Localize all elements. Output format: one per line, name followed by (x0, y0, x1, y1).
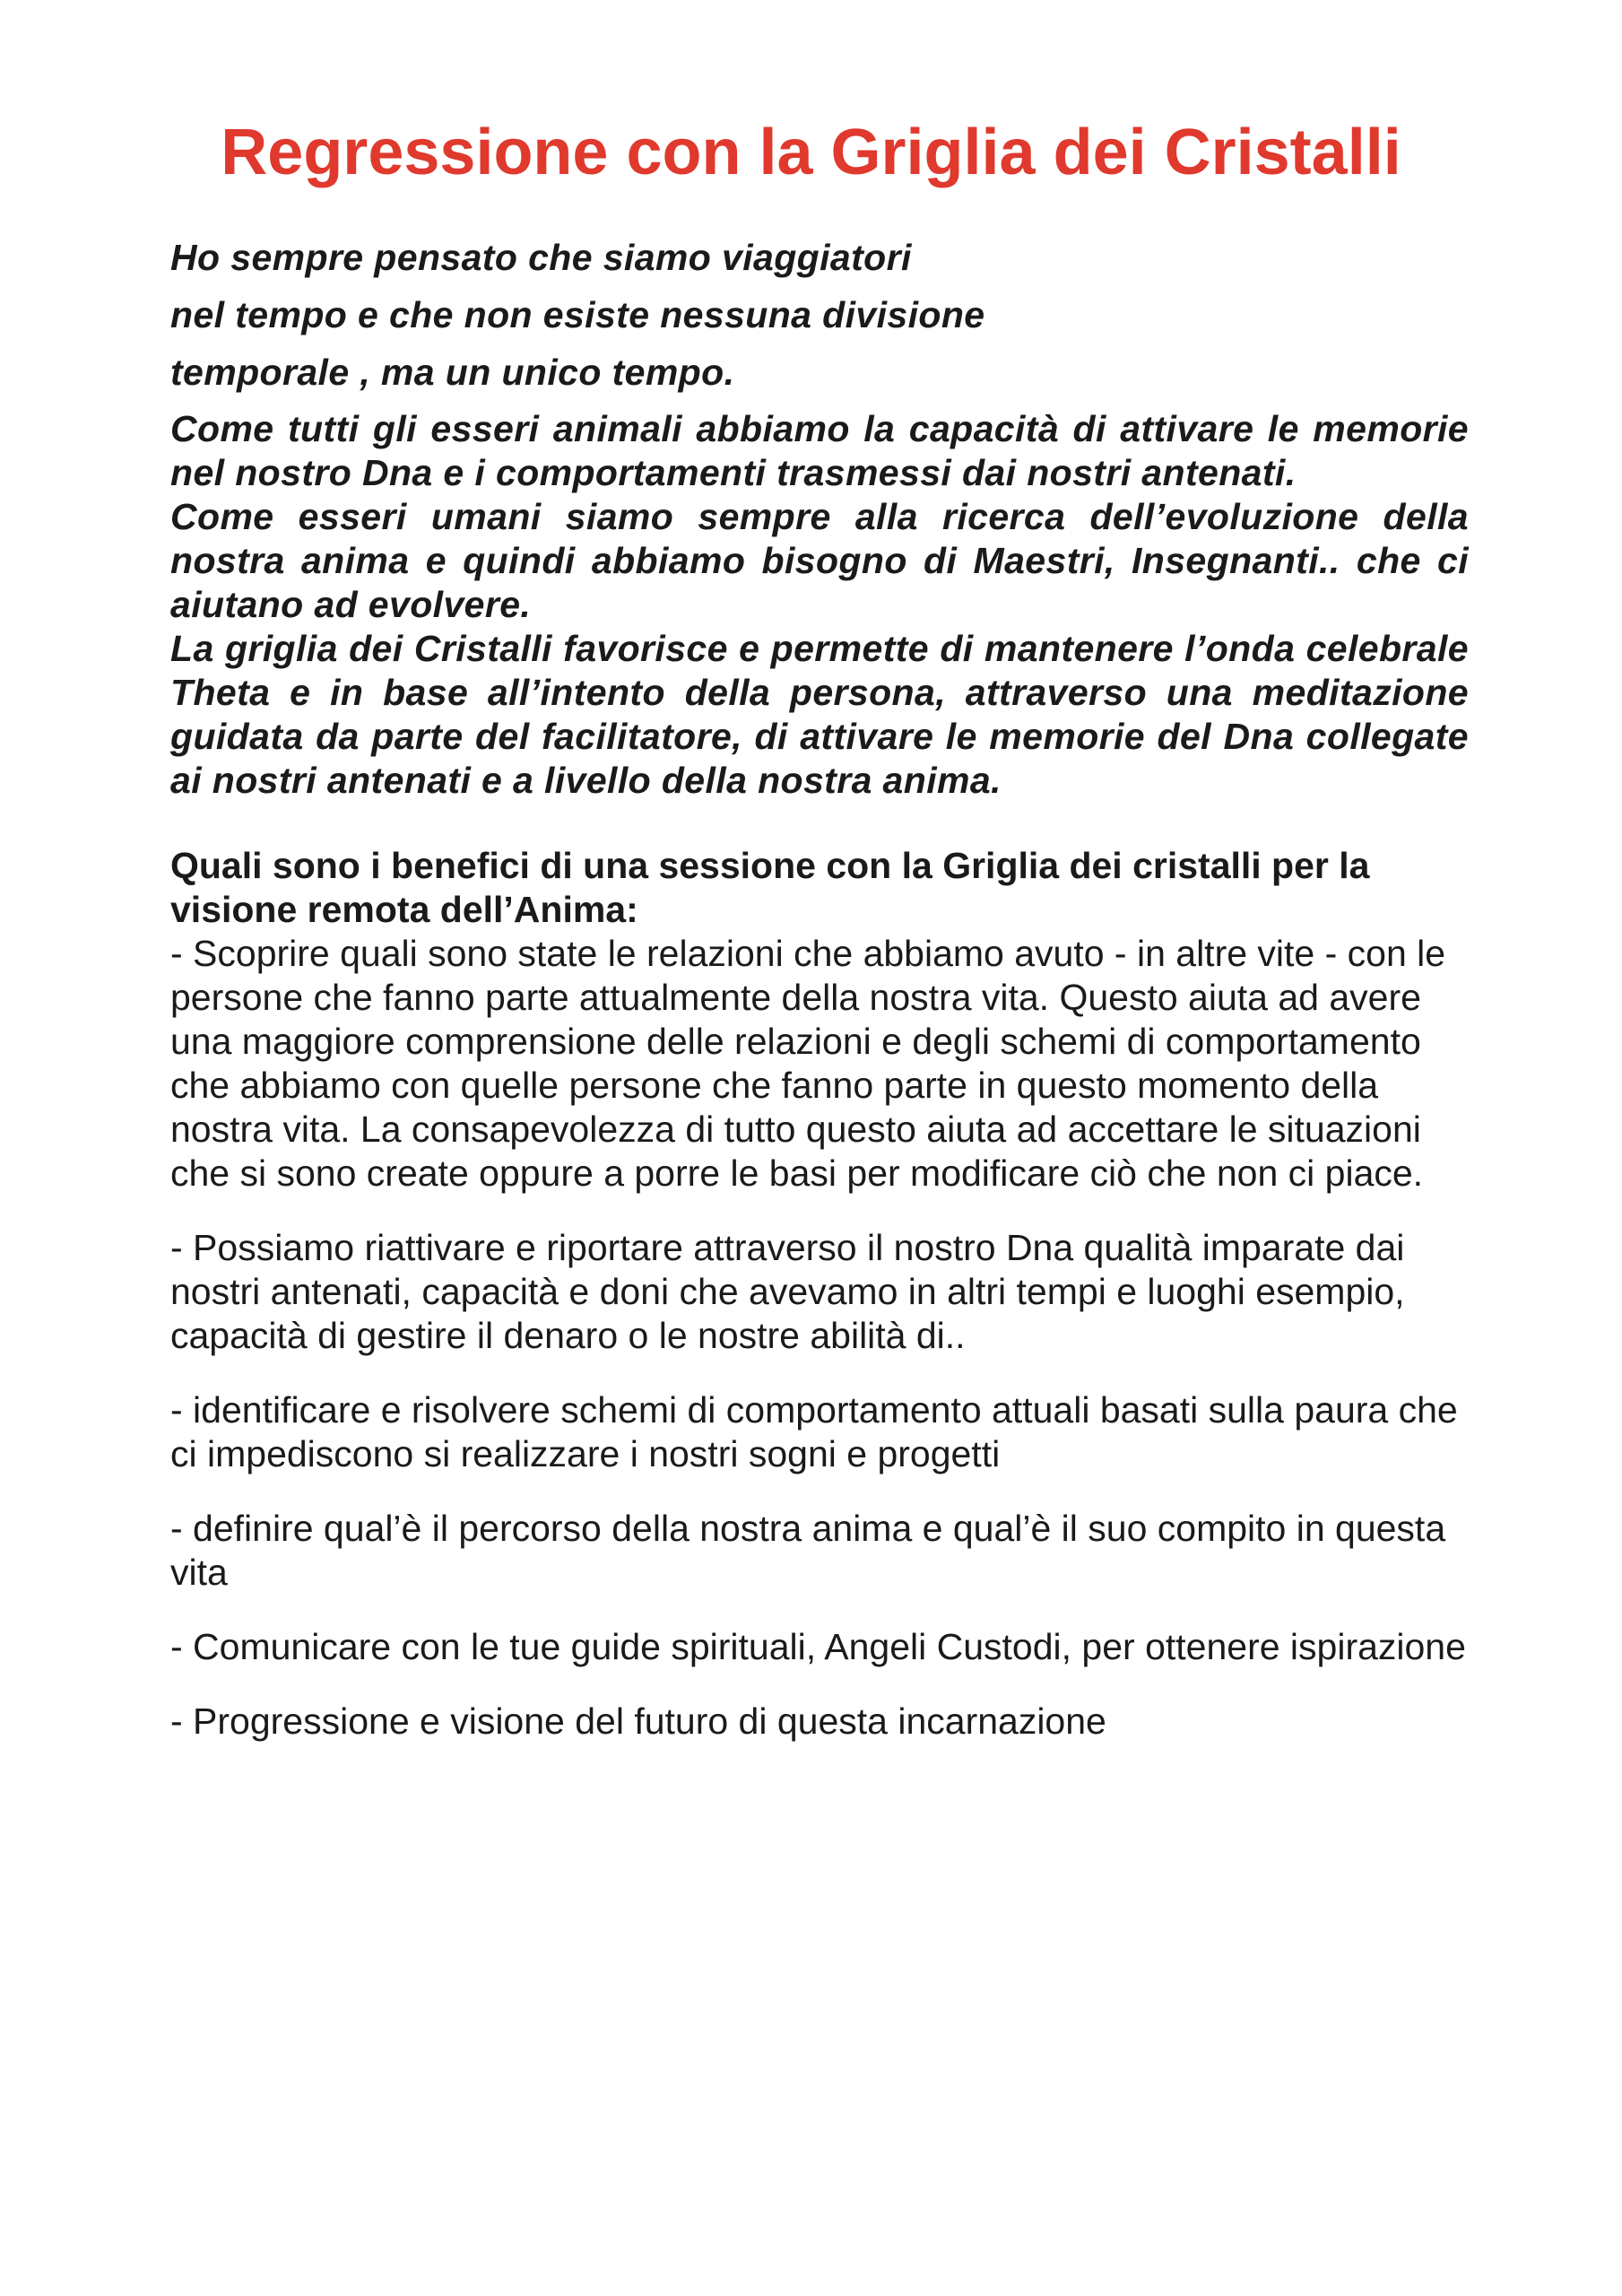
benefit-item: - Scoprire quali sono state le relazioni che abbiamo avuto - in altre vite - con le persone che fanno parte attualmente della nostra vita. Questo aiuta ad avere una maggiore comprensione delle relazioni e degli schemi di comportamento che abbiamo con quelle persone che fanno parte in questo momento della nostra vita. La consapevolezza di tutto questo aiuta ad accettare le situazioni che si sono create oppure a porre le basi per modificare ciò che non ci piace. (170, 933, 1446, 1194)
intro-line: nel tempo e che non esiste nessuna divisione (170, 294, 985, 335)
benefit-item: - identificare e risolvere schemi di comportamento attuali basati sulla paura che ci impediscono si realizzare i nostri sogni e progetti (170, 1389, 1458, 1474)
benefits-heading: Quali sono i benefici di una sessione con la Griglia dei cristalli per la visione remota dell’Anima: (170, 845, 1370, 930)
intro-line: Ho sempre pensato che siamo viaggiatori (170, 237, 912, 278)
document-body (170, 235, 1469, 1774)
benefits-list (170, 932, 1469, 1744)
intro-paragraphs (170, 407, 1469, 803)
page-title: Regressione con la Griglia dei Cristalli (221, 117, 1401, 188)
intro-paragraph: Come esseri umani siamo sempre alla ricerca dell’evoluzione della nostra anima e quindi abbiamo bisogno di Maestri, Insegnanti.. che ci aiutano ad evolvere. (170, 496, 1469, 625)
intro-paragraph: Come tutti gli esseri animali abbiamo la capacità di attivare le memorie nel nostro Dna e i comportamenti trasmessi dai nostri antenati. (170, 408, 1469, 493)
benefit-item: - Possiamo riattivare e riportare attraverso il nostro Dna qualità imparate dai nostri antenati, capacità e doni che avevamo in altri tempi e luoghi esempio, capacità di gestire il denaro o le nostre abilità di.. (170, 1227, 1405, 1356)
intro-paragraph: La griglia dei Cristalli favorisce e permette di mantenere l’onda celebrale Theta e in base all’intento della persona, attraverso una meditazione guidata da parte del facilitatore, di attivare le memorie del Dna collegate ai nostri antenati e a livello della nostra anima. (170, 628, 1469, 801)
intro-line: temporale , ma un unico tempo. (170, 352, 735, 393)
benefit-item: - definire qual’è il percorso della nostra anima e qual’è il suo compito in questa vita (170, 1508, 1446, 1593)
benefit-item: - Comunicare con le tue guide spirituali, Angeli Custodi, per ottenere ispirazione (170, 1626, 1466, 1667)
benefit-item: - Progressione e visione del futuro di questa incarnazione (170, 1700, 1106, 1742)
